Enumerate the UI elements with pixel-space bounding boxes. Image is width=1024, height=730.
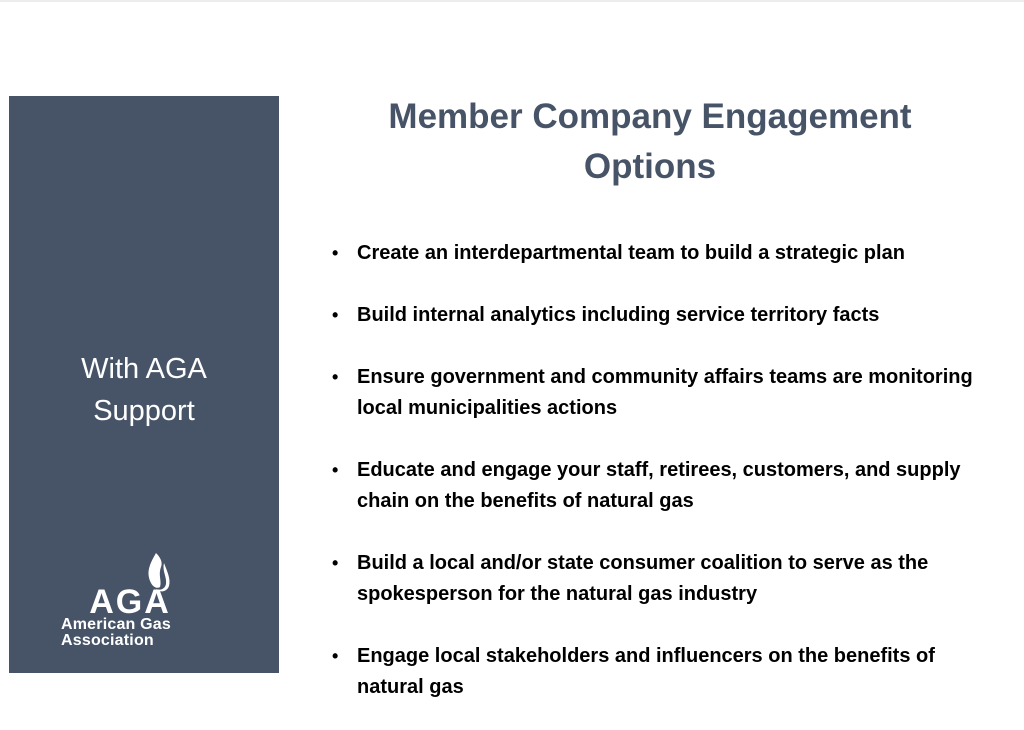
bullet-icon: •	[332, 646, 339, 666]
list-item-text: Ensure government and community affairs teams are monitoring local municipalities actions	[357, 366, 973, 419]
bullet-icon: •	[332, 460, 339, 480]
list-item	[332, 238, 1004, 269]
list-item	[332, 548, 1004, 610]
side-panel-heading	[9, 348, 279, 432]
bullet-icon: •	[332, 305, 339, 325]
side-heading-line-2: Support	[93, 395, 195, 427]
list-item-text: Build internal analytics including service territory facts	[357, 304, 880, 326]
list-item	[332, 455, 1004, 517]
list-item-text: Create an interdepartmental team to build a strategic plan	[357, 242, 905, 264]
bullet-icon: •	[332, 553, 339, 573]
side-panel	[9, 96, 279, 673]
aga-logo	[61, 551, 201, 651]
slide-title	[330, 92, 970, 192]
list-item-text: Educate and engage your staff, retirees, customers, and supply chain on the benefits of natural gas	[357, 459, 961, 512]
list-item	[332, 362, 1004, 424]
list-item-text: Build a local and/or state consumer coalition to serve as the spokesperson for the natural gas industry	[357, 552, 929, 605]
top-divider	[0, 0, 1024, 2]
logo-text-line-2: Association	[61, 632, 154, 649]
slide-title-line-2: Options	[583, 147, 717, 186]
slide-title-line-1: Member Company Engagement	[388, 97, 912, 136]
bullet-icon: •	[332, 243, 339, 263]
list-item-text: Engage local stakeholders and influencers on the benefits of natural gas	[357, 645, 935, 698]
logo-text-line-1: American Gas	[61, 616, 172, 633]
aga-logo-mark	[63, 551, 198, 615]
aga-wordmark: AGA	[89, 583, 171, 615]
side-heading-line-1: With AGA	[81, 353, 207, 385]
bullet-icon: •	[332, 367, 339, 387]
list-item	[332, 641, 1004, 703]
list-item	[332, 300, 1004, 331]
engagement-options-list	[332, 238, 1004, 703]
